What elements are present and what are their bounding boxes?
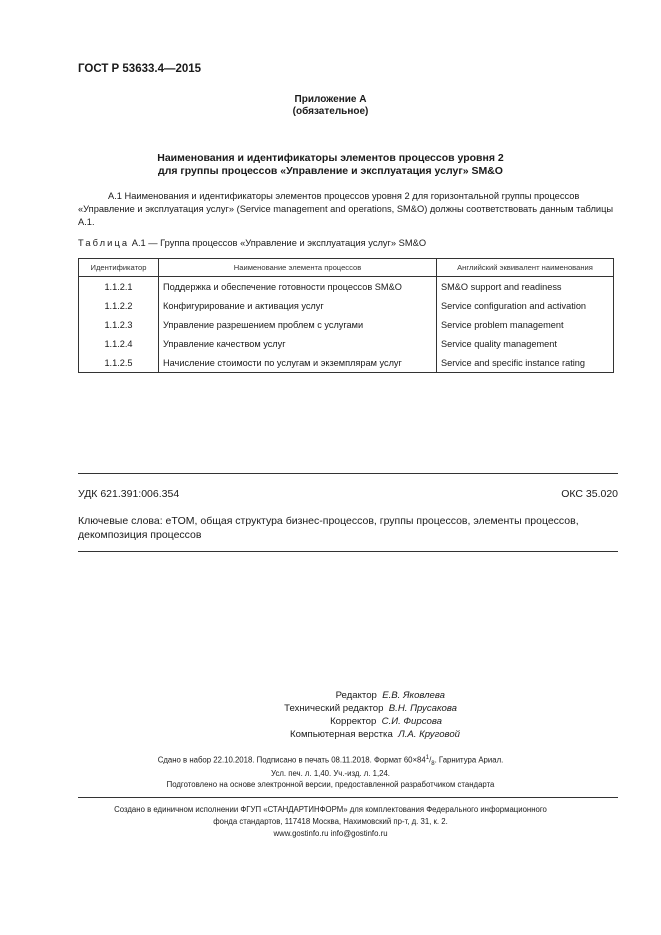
publication-line-1: Сдано в набор 22.10.2018. Подписано в печать 08.11.2018. Формат $60\times 84^1/_8$. Гарнитура Ариал. bbox=[157, 755, 504, 768]
oks-code: ОКС 35.020 bbox=[561, 488, 618, 500]
column-header-english: Английский эквивалент наименования bbox=[437, 259, 614, 277]
publication-line-3: Подготовлено на основе электронной версии, предоставленной разработчиком стандарта bbox=[166, 780, 495, 789]
staff-name: В.Н. Прусакова bbox=[388, 703, 457, 714]
row-name: Конфигурирование и активация услуг bbox=[159, 296, 437, 315]
row-id: 1.1.2.4 bbox=[79, 334, 159, 353]
staff-role: Технический редактор bbox=[284, 703, 384, 714]
row-id: 1.1.2.3 bbox=[79, 315, 159, 334]
staff-name: Л.А. Круговой bbox=[398, 729, 460, 740]
section-heading-line-1: Наименования и идентификаторы элементов процессов уровня 2 bbox=[157, 152, 504, 164]
udk-code: УДК 621.391:006.354 bbox=[78, 488, 180, 500]
column-header-id: Идентификатор bbox=[79, 259, 159, 277]
staff-line bbox=[232, 703, 457, 714]
staff-role: Компьютерная верстка bbox=[290, 729, 393, 740]
body-paragraph: А.1 Наименования и идентификаторы элементов процессов уровня 2 для горизонтальной группы процессов «Управление и эксплуатация услуг» (Service management and operations, SM&O) должны соответствовать данным таблицы А.1. bbox=[78, 191, 614, 227]
keywords: Ключевые слова: eTOM, общая структура бизнес-процессов, группы процессов, элементы процессов, декомпозиция процессов bbox=[78, 515, 579, 541]
row-english: Service quality management bbox=[437, 334, 614, 353]
row-english: Service problem management bbox=[437, 315, 614, 334]
process-table bbox=[78, 258, 614, 373]
appendix-title: Приложение А bbox=[294, 94, 367, 105]
staff-line bbox=[235, 729, 460, 740]
column-header-name: Наименование элемента процессов bbox=[159, 259, 437, 277]
table-header-row bbox=[79, 259, 614, 277]
row-name: Поддержка и обеспечение готовности процессов SM&O bbox=[159, 277, 437, 297]
row-english: SM&O support and readiness bbox=[437, 277, 614, 297]
publication-line-2: Усл. печ. л. 1,40. Уч.-изд. л. 1,24. bbox=[271, 769, 390, 778]
staff-line bbox=[220, 690, 445, 701]
staff-name: Е.В. Яковлева bbox=[382, 690, 445, 701]
row-id: 1.1.2.5 bbox=[79, 353, 159, 373]
table-row bbox=[79, 315, 614, 334]
staff-name: С.И. Фирсова bbox=[381, 716, 442, 727]
format-sup: 1 bbox=[425, 755, 430, 761]
staff-role: Корректор bbox=[330, 716, 377, 727]
row-name: Начисление стоимости по услугам и экземплярам услуг bbox=[159, 353, 437, 373]
row-name: Управление разрешением проблем с услугами bbox=[159, 315, 437, 334]
section-heading-line-2: для группы процессов «Управление и эксплуатация услуг» SM&O bbox=[158, 165, 503, 177]
row-english: Service and specific instance rating bbox=[437, 353, 614, 373]
table-row bbox=[79, 277, 614, 297]
row-name: Управление качеством услуг bbox=[159, 334, 437, 353]
row-id: 1.1.2.2 bbox=[79, 296, 159, 315]
format-sub: 8 bbox=[431, 761, 435, 768]
table-row bbox=[79, 334, 614, 353]
table-caption-text: А.1 — Группа процессов «Управление и эксплуатация услуг» SM&O bbox=[129, 238, 427, 248]
footer-line-2: фонда стандартов, 117418 Москва, Нахимовский пр-т, д. 31, к. 2. bbox=[213, 817, 448, 826]
table-caption bbox=[78, 238, 426, 248]
row-id: 1.1.2.1 bbox=[79, 277, 159, 297]
staff-line bbox=[217, 716, 442, 727]
table-caption-word: Таблица bbox=[78, 238, 130, 248]
table-row bbox=[79, 353, 614, 373]
footer-line-3: www.gostinfo.ru info@gostinfo.ru bbox=[273, 829, 388, 838]
staff-role: Редактор bbox=[335, 690, 377, 701]
document-number: ГОСТ Р 53633.4—2015 bbox=[78, 63, 202, 75]
appendix-subtitle: (обязательное) bbox=[292, 106, 369, 117]
footer-line-1: Создано в единичном исполнении ФГУП «СТАНДАРТИНФОРМ» для комплектования Федерального информационного bbox=[114, 805, 547, 814]
divider bbox=[78, 551, 618, 552]
divider bbox=[78, 797, 618, 798]
table-row bbox=[79, 296, 614, 315]
row-english: Service configuration and activation bbox=[437, 296, 614, 315]
divider bbox=[78, 473, 618, 474]
